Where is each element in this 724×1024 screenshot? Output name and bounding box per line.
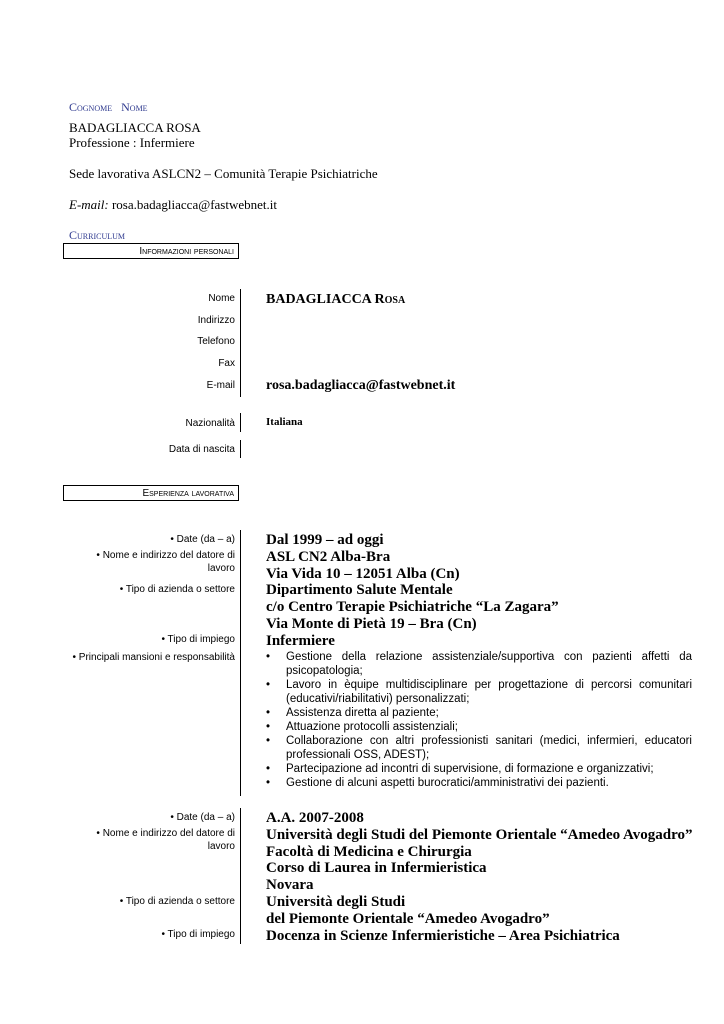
job1-employer-1: ASL CN2 Alba-Bra: [266, 548, 391, 565]
job2-employer-4: Novara: [266, 877, 314, 894]
job1-label-date: • Date (da – a): [170, 534, 235, 545]
job1-divider: [240, 530, 241, 796]
value-nazionalita: Italiana: [266, 416, 303, 428]
label-nascita: Data di nascita: [168, 444, 235, 455]
job2-label-date: • Date (da – a): [170, 812, 235, 823]
label-nazionalita: Nazionalità: [185, 418, 235, 429]
job2-job: Docenza in Scienze Infermieristiche – Area Psichiatrica: [266, 927, 620, 944]
duty-item: • Assistenza diretta al paziente;: [266, 706, 692, 720]
job2-label-sector: • Tipo di azienda o settore: [119, 896, 235, 907]
full-name: BADAGLIACCA ROSA: [69, 120, 201, 135]
job2-sector-1: Università degli Studi: [266, 893, 406, 910]
nascita-divider: [240, 440, 241, 458]
duty-item: • Collaborazione con altri professionisti sanitari (medici, infermieri, educatori professionali OSS, ADEST);: [266, 734, 692, 762]
cognome-nome-heading: [69, 100, 148, 114]
curriculum-heading: Curriculum: [69, 228, 126, 242]
personal-info-section-header: Informazioni personali: [63, 243, 239, 259]
label-email: E-mail: [206, 380, 235, 391]
job1-sector-1: Dipartimento Salute Mentale: [266, 582, 453, 599]
job2-employer-2: Facoltà di Medicina e Chirurgia: [266, 843, 472, 860]
job1-employer-2: Via Vida 10 – 12051 Alba (Cn): [266, 565, 460, 582]
job2-values: [266, 810, 706, 944]
duty-item: • Attuazione protocolli assistenziali;: [266, 720, 692, 734]
email-value: rosa.badagliacca@fastwebnet.it: [111, 197, 277, 212]
duty-item: • Lavoro in èquipe multidisciplinare per progettazione di percorsi comunitari (educativi/riabilitativi) personalizzati;: [266, 678, 692, 706]
duty-item: • Gestione di alcuni aspetti burocratici/amministrativi dei pazienti.: [266, 776, 692, 790]
job1-label-employer: • Nome e indirizzo del datore di lavoro: [96, 550, 235, 574]
job2-employer-1: Università degli Studi del Piemonte Orientale “Amedeo Avogadro”: [266, 826, 693, 843]
label-fax: Fax: [218, 358, 235, 369]
value-nome: BADAGLIACCA Rosa: [266, 292, 406, 307]
label-indirizzo: Indirizzo: [197, 315, 235, 326]
label-telefono: Telefono: [197, 336, 235, 347]
job1-duties-list: [266, 650, 692, 790]
job2-sector-2: del Piemonte Orientale “Amedeo Avogadro”: [266, 910, 550, 927]
job1-date: Dal 1999 – ad oggi: [266, 532, 384, 548]
job1-label-job: • Tipo di impiego: [161, 634, 235, 645]
personal-divider: [240, 289, 241, 397]
job2-label-employer: • Nome e indirizzo del datore di lavoro: [96, 828, 235, 852]
job1-label-duties: • Principali mansioni e responsabilità: [72, 652, 235, 663]
job2-employer-3: Corso di Laurea in Infermieristica: [266, 860, 487, 877]
job1-values: [266, 532, 696, 650]
job2-divider: [240, 808, 241, 944]
duty-item: • Partecipazione ad incontri di supervisione, di formazione e organizzativi;: [266, 762, 692, 776]
label-nome: Nome: [208, 293, 235, 304]
email-line: [69, 197, 277, 213]
job1-label-sector: • Tipo di azienda o settore: [119, 584, 235, 595]
duty-item: • Gestione della relazione assistenziale/supportiva con pazienti affetti da psicopatologia;: [266, 650, 692, 678]
cognome-label: Cognome: [69, 100, 113, 114]
job1-sector-3: Via Monte di Pietà 19 – Bra (Cn): [266, 615, 477, 632]
nazionalita-divider: [240, 413, 241, 432]
email-label: E-mail:: [69, 197, 109, 212]
workplace: Sede lavorativa ASLCN2 – Comunità Terapie Psichiatriche: [69, 166, 378, 181]
job1-job: Infermiere: [266, 632, 335, 649]
experience-section-header: Esperienza lavorativa: [63, 485, 239, 501]
job2-label-job: • Tipo di impiego: [161, 929, 235, 940]
nome-label: Nome: [121, 100, 148, 114]
value-email: rosa.badagliacca@fastwebnet.it: [266, 378, 456, 393]
profession: Professione : Infermiere: [69, 135, 195, 150]
job2-date: A.A. 2007-2008: [266, 810, 364, 826]
job1-sector-2: c/o Centro Terapie Psichiatriche “La Zagara”: [266, 599, 559, 616]
